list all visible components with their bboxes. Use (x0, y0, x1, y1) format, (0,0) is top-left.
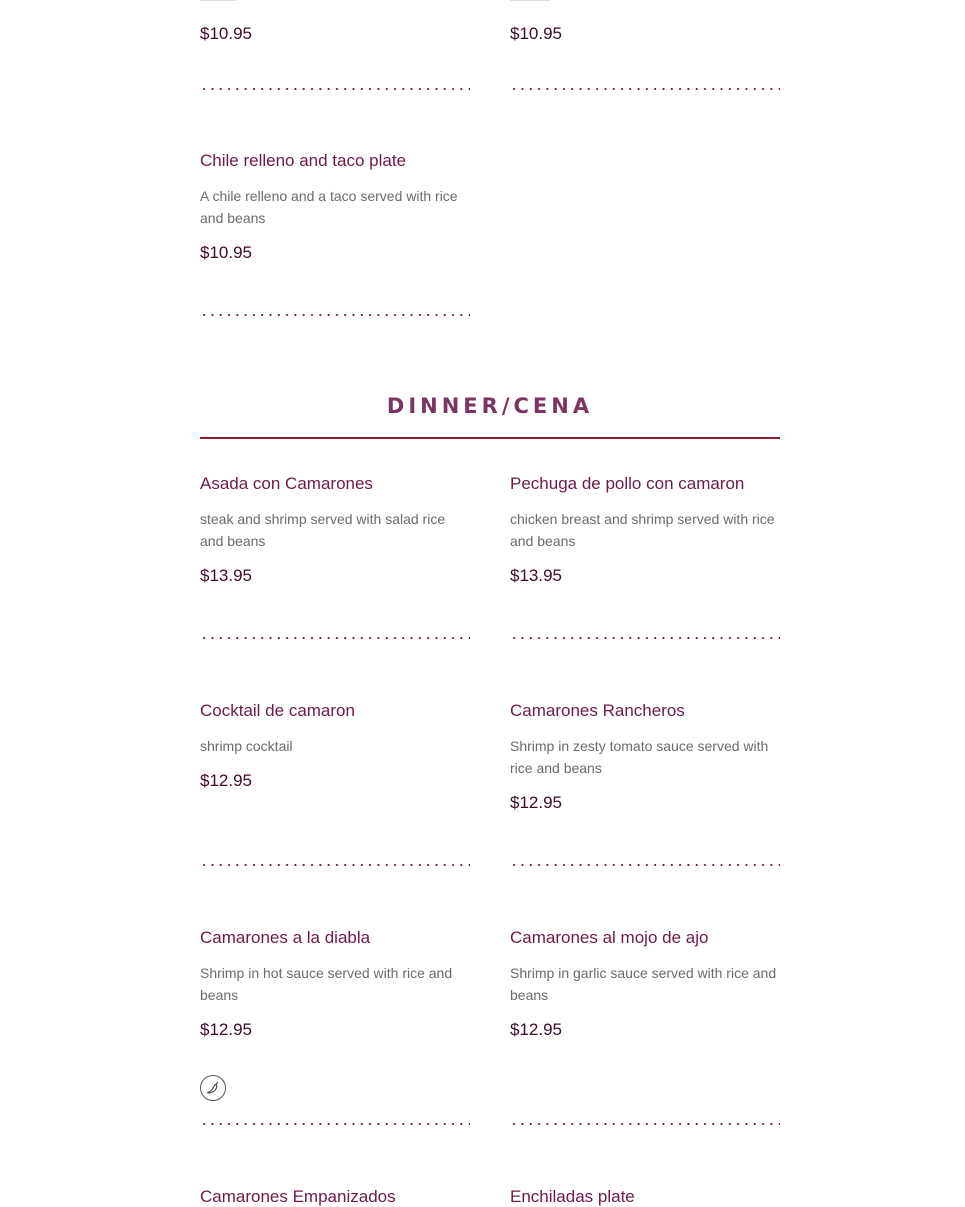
item-name: Chile relleno and taco plate (200, 151, 407, 170)
dotted-divider (510, 87, 780, 91)
menu-item (200, 928, 470, 1040)
cut-off-item-name (510, 0, 550, 1)
item-price: $12.95 (200, 1020, 252, 1039)
item-name: Camarones Rancheros (510, 701, 685, 720)
dotted-divider (200, 636, 470, 640)
section-divider (200, 437, 780, 439)
item-price: $10.95 (200, 243, 252, 262)
dotted-divider (200, 313, 470, 317)
item-description: Shrimp in hot sauce served with rice and beans (200, 965, 453, 1003)
menu-item (200, 1187, 470, 1207)
section-title: DINNER/CENA (386, 394, 594, 418)
item-description: steak and shrimp served with salad rice and beans (200, 511, 446, 549)
item-price: $12.95 (510, 1020, 562, 1039)
menu-item (200, 701, 470, 791)
dotted-divider (510, 863, 780, 867)
item-name: Enchiladas plate (510, 1187, 635, 1206)
item-description: chicken breast and shrimp served with rice and beans (510, 511, 775, 549)
item-price: $12.95 (200, 771, 252, 790)
dotted-divider (510, 636, 780, 640)
item-name: Camarones al mojo de ajo (510, 928, 709, 947)
item-description: shrimp cocktail (200, 738, 293, 754)
menu-content (200, 0, 780, 1207)
item-name: Pechuga de pollo con camaron (510, 474, 745, 493)
item-name: Asada con Camarones (200, 474, 373, 493)
menu-item (200, 151, 470, 263)
menu-item (510, 1187, 780, 1207)
menu-item-partial (510, 24, 780, 44)
cut-off-item-name (200, 0, 236, 1)
dotted-divider (510, 1122, 780, 1126)
item-price: $12.95 (510, 793, 562, 812)
item-price: $10.95 (510, 24, 562, 43)
item-price: $13.95 (200, 566, 252, 585)
menu-item-partial (200, 24, 470, 44)
menu-item (510, 928, 780, 1040)
item-name: Camarones a la diabla (200, 928, 371, 947)
item-price: $10.95 (200, 24, 252, 43)
item-name: Cocktail de camaron (200, 701, 355, 720)
dotted-divider (200, 87, 470, 91)
item-name: Camarones Empanizados (200, 1187, 396, 1206)
dotted-divider (200, 863, 470, 867)
item-price: $13.95 (510, 566, 562, 585)
chili-pepper-icon (200, 1075, 226, 1101)
item-description: A chile relleno and a taco served with rice and beans (200, 188, 458, 226)
menu-item (510, 474, 780, 586)
dotted-divider (200, 1122, 470, 1126)
menu-item (510, 701, 780, 813)
item-description: Shrimp in garlic sauce served with rice and beans (510, 965, 777, 1003)
menu-item (200, 474, 470, 586)
item-description: Shrimp in zesty tomato sauce served with rice and beans (510, 738, 769, 776)
